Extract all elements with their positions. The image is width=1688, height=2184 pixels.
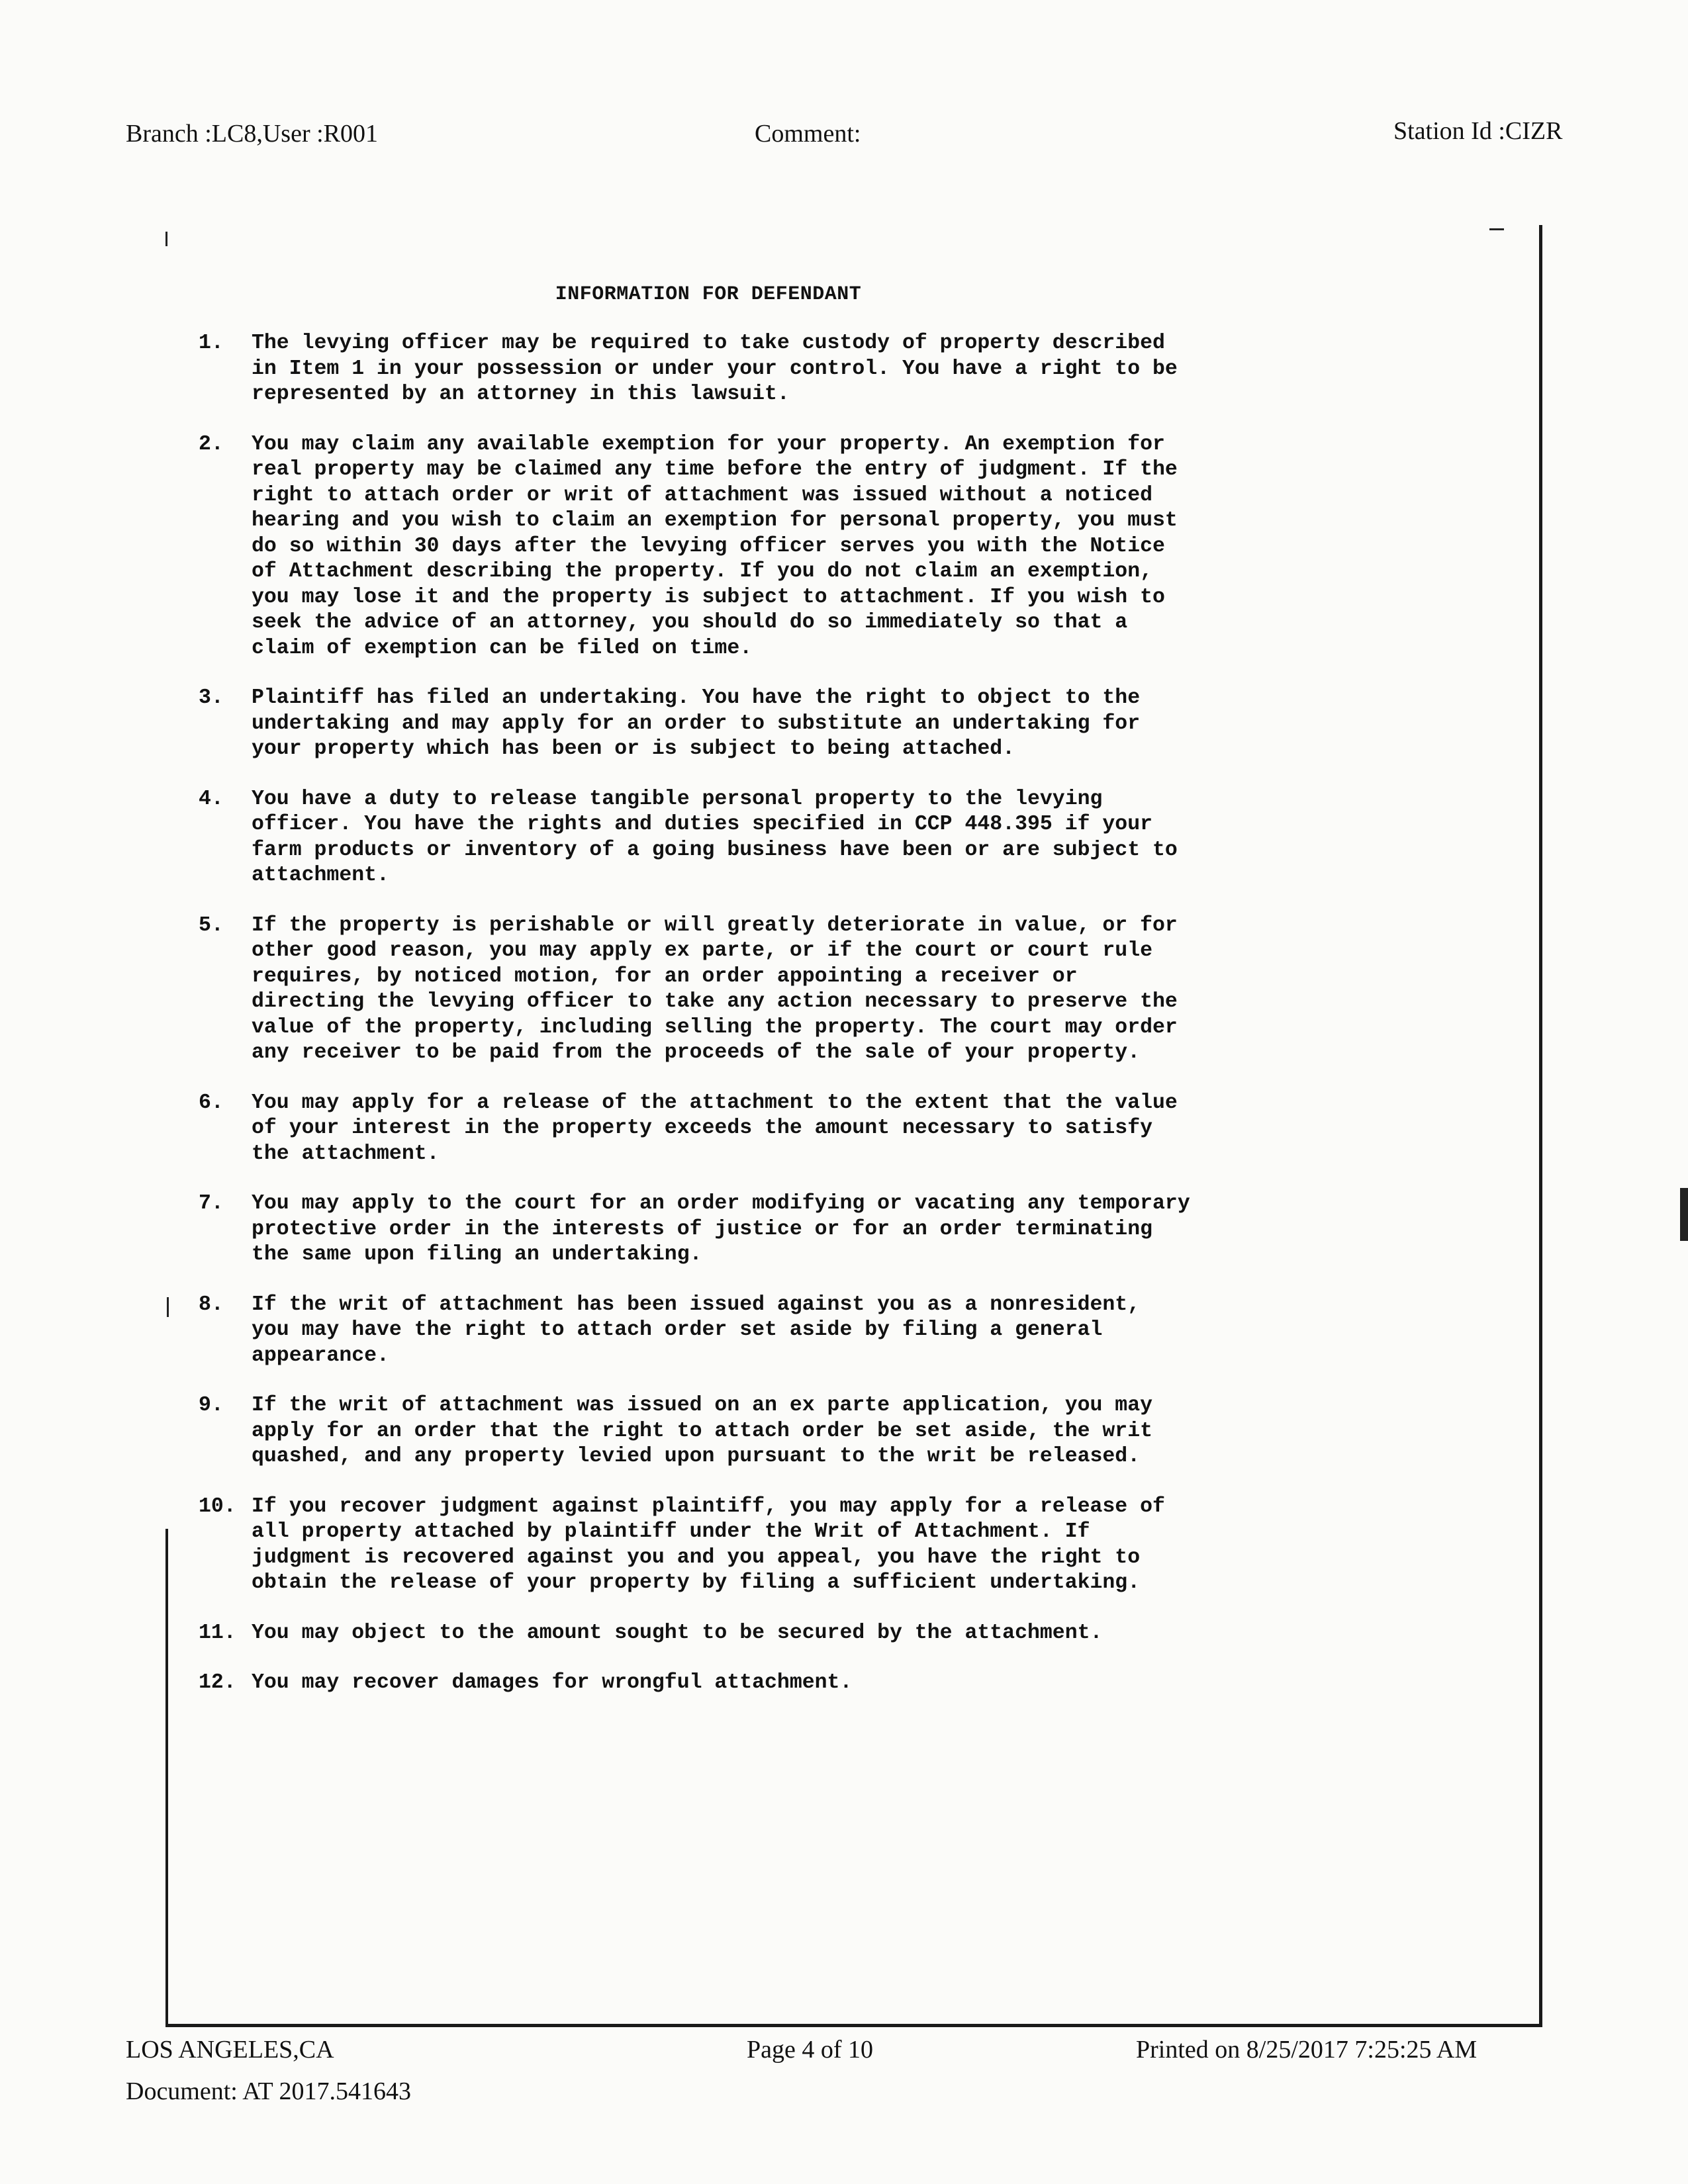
list-item bbox=[199, 331, 1311, 408]
list-item bbox=[199, 1494, 1311, 1596]
item-number: 4. bbox=[199, 787, 224, 811]
document-title: INFORMATION FOR DEFENDANT bbox=[555, 283, 862, 306]
item-number: 8. bbox=[199, 1293, 224, 1316]
header-comment: Comment: bbox=[755, 120, 861, 148]
item-number: 3. bbox=[199, 686, 224, 709]
footer-printed-timestamp: Printed on 8/25/2017 7:25:25 AM bbox=[1136, 2036, 1477, 2064]
item-number: 9. bbox=[199, 1394, 224, 1417]
item-text: If the writ of attachment was issued on an ex parte application, you may apply for an order that the right to attach order be set aside, the writ quashed, and any property levied upon pursuant to the writ be released. bbox=[252, 1394, 1153, 1468]
item-text: Plaintiff has filed an undertaking. You have the right to object to the undertaking and may apply for an order to substitute an undertaking for your property which has been or is subject to being attached. bbox=[252, 686, 1141, 760]
item-number: 12. bbox=[199, 1671, 236, 1694]
list-item bbox=[199, 1393, 1311, 1470]
header-branch-user: Branch :LC8,User :R001 bbox=[126, 120, 379, 148]
footer-location: LOS ANGELES,CA bbox=[126, 2036, 334, 2064]
item-text: You may apply to the court for an order modifying or vacating any temporary protective order in the interests of justice or for an order terminating the same upon filing an undertaking. bbox=[252, 1192, 1190, 1266]
item-text: If the writ of attachment has been issued against you as a nonresident, you may have the right to attach order set aside by filing a general appearance. bbox=[252, 1293, 1141, 1367]
item-text: You may recover damages for wrongful attachment. bbox=[252, 1671, 853, 1694]
scan-mark bbox=[167, 1297, 169, 1317]
item-text: If you recover judgment against plaintiff, you may apply for a release of all property attached by plaintiff under the Writ of Attachment. If judgment is recovered against you and you appeal, you have the right to obtain the release of your property by filing a sufficient undertaking. bbox=[252, 1494, 1165, 1594]
scan-mark bbox=[165, 232, 167, 246]
list-item bbox=[199, 686, 1311, 762]
item-text: If the property is perishable or will greatly deteriorate in value, or for other good reason, you may apply ex parte, or if the court or court rule requires, by noticed motion, for an order appointing a receiver or directing the levying officer to take any action necessary to preserve the value of the property, including selling the property. The court may order any receiver to be paid from the proceeds of the sale of your property. bbox=[252, 913, 1178, 1064]
item-number: 10. bbox=[199, 1494, 236, 1518]
item-number: 11. bbox=[199, 1621, 236, 1645]
information-list bbox=[199, 331, 1311, 1721]
list-item bbox=[199, 1670, 1311, 1696]
item-text: You may claim any available exemption for your property. An exemption for real property may be claimed any time before the entry of judgment. If the right to attach order or writ of attachment was issued without a noticed hearing and you wish to claim an exemption for personal property, you must do so within 30 days after the levying officer serves you with the Notice of Attachment describing the property. If you do not claim an exemption, you may lose it and the property is subject to attachment. If you wish to seek the advice of an attorney, you should do so immediately so that a claim of exemption can be filed on time. bbox=[252, 432, 1178, 660]
footer-page-number: Page 4 of 10 bbox=[747, 2036, 874, 2064]
item-text: You have a duty to release tangible personal property to the levying officer. You have the rights and duties specified in CCP 448.395 if your farm products or inventory of a going business have been or are subject to attachment. bbox=[252, 787, 1178, 887]
item-number: 6. bbox=[199, 1091, 224, 1115]
item-number: 1. bbox=[199, 332, 224, 355]
item-text: The levying officer may be required to take custody of property described in Item 1 in your possession or under your control. You have a right to be represented by an attorney in this lawsuit. bbox=[252, 332, 1178, 406]
list-item bbox=[199, 432, 1311, 662]
item-text: You may object to the amount sought to be secured by the attachment. bbox=[252, 1621, 1103, 1645]
list-item bbox=[199, 787, 1311, 889]
form-frame-right-border bbox=[1539, 225, 1542, 2025]
item-text: You may apply for a release of the attachment to the extent that the value of your interest in the property exceeds the amount necessary to satisfy the attachment. bbox=[252, 1091, 1178, 1165]
item-number: 2. bbox=[199, 432, 224, 456]
list-item bbox=[199, 1293, 1311, 1369]
item-number: 5. bbox=[199, 913, 224, 937]
scan-mark bbox=[1489, 228, 1504, 230]
item-number: 7. bbox=[199, 1192, 224, 1215]
list-item bbox=[199, 1091, 1311, 1167]
footer-document-number: Document: AT 2017.541643 bbox=[126, 2077, 412, 2105]
form-frame-left-border bbox=[165, 1529, 168, 2025]
list-item bbox=[199, 913, 1311, 1066]
list-item bbox=[199, 1191, 1311, 1268]
list-item bbox=[199, 1621, 1311, 1647]
scan-mark bbox=[1680, 1188, 1688, 1241]
form-frame-bottom-border bbox=[165, 2024, 1542, 2027]
header-station-id: Station Id :CIZR bbox=[1393, 117, 1563, 145]
